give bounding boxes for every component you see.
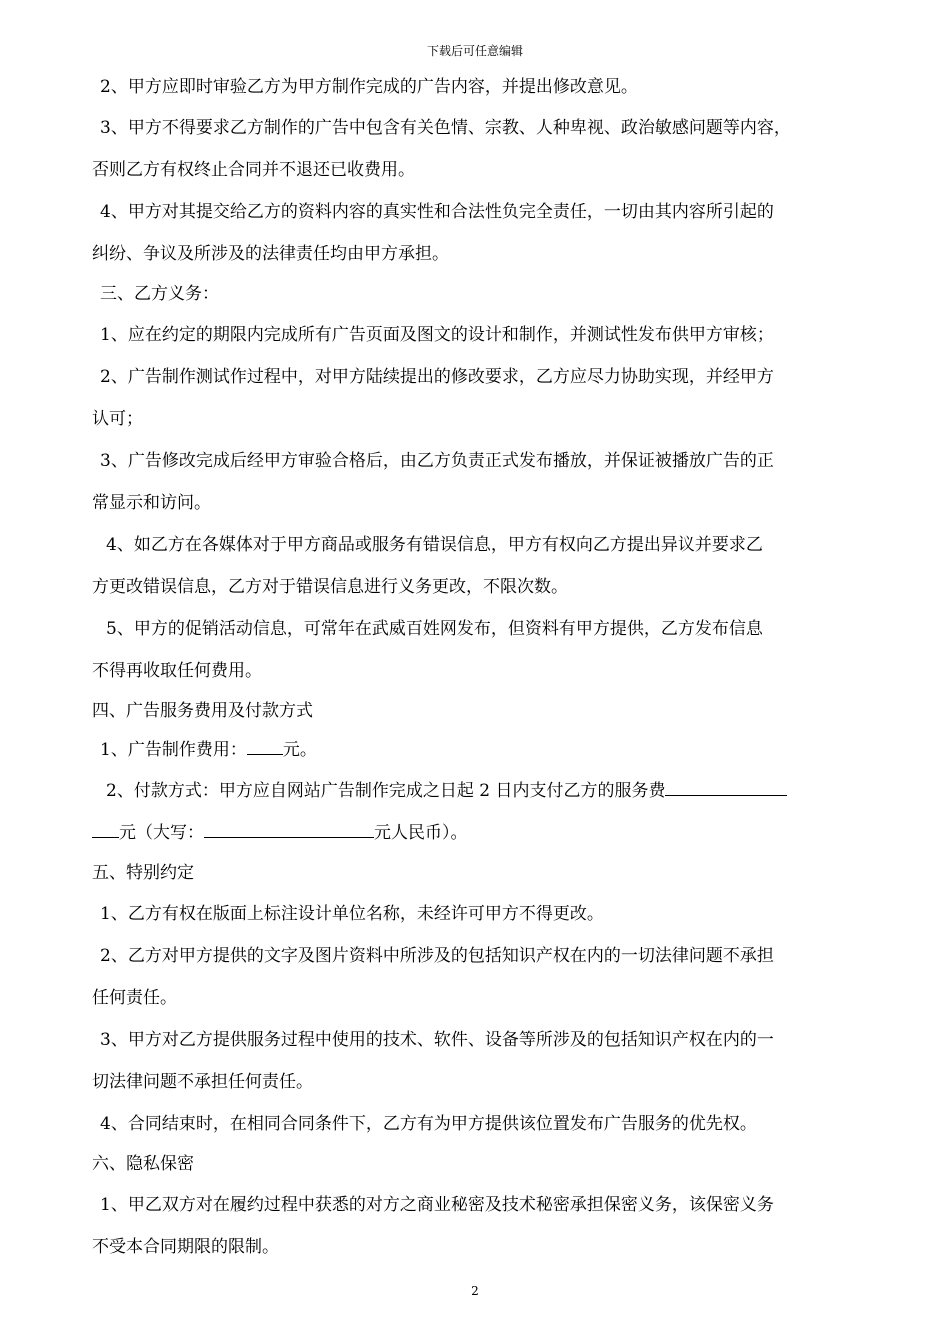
page-number: 2: [471, 1284, 479, 1298]
clause-5-2-cont: 任何责任。: [92, 988, 177, 1008]
clause-5-1: 1、乙方有权在版面上标注设计单位名称，未经许可甲方不得更改。: [100, 904, 604, 924]
document-body: [92, 68, 862, 1268]
section-3-heading: 三、乙方义务：: [100, 284, 219, 304]
section-6-heading: 六、隐私保密: [92, 1154, 194, 1174]
clause-4-2-cont: [92, 812, 862, 854]
clause-3-5-cont: 不得再收取任何费用。: [92, 661, 262, 681]
clause-4-1-label: 1、广告制作费用：: [100, 740, 247, 760]
section-5-heading: 五、特别约定: [92, 863, 194, 883]
clause-3-2: 2、广告制作测试作过程中，对甲方陆续提出的修改要求，乙方应尽力协助实现，并经甲方: [100, 367, 774, 387]
clause-4-2-text: 2、付款方式：甲方应自网站广告制作完成之日起 2 日内支付乙方的服务费: [106, 781, 666, 801]
section-4-heading: 四、广告服务费用及付款方式: [92, 701, 313, 721]
production-fee-blank: [247, 740, 283, 755]
clause-2-3-cont: 否则乙方有权终止合同并不退还已收费用。: [92, 160, 415, 180]
clause-3-3: 3、广告修改完成后经甲方审验合格后，由乙方负责正式发布播放，并保证被播放广告的正: [100, 451, 774, 471]
clause-2-2: 2、甲方应即时审验乙方为甲方制作完成的广告内容，并提出修改意见。: [100, 77, 638, 97]
clause-3-1: 1、应在约定的期限内完成所有广告页面及图文的设计和制作，并测试性发布供甲方审核；: [100, 325, 774, 345]
clause-4-1-unit: 元。: [282, 740, 317, 760]
clause-3-4-cont: 方更改错误信息，乙方对于错误信息进行义务更改，不限次数。: [92, 577, 568, 597]
clause-4-2: [92, 770, 862, 812]
clause-4-1: [92, 731, 862, 770]
service-fee-blank-cont: [92, 823, 119, 838]
clause-3-3-cont: 常显示和访问。: [92, 493, 211, 513]
clause-3-2-cont: 认可；: [92, 409, 143, 429]
clause-6-1: 1、甲乙双方对在履约过程中获悉的对方之商业秘密及技术秘密承担保密义务，该保密义务: [100, 1195, 774, 1215]
clause-6-1-cont: 不受本合同期限的限制。: [92, 1237, 279, 1257]
page-header: 下载后可任意编辑: [426, 44, 523, 58]
clause-2-4-cont: 纠纷、争议及所涉及的法律责任均由甲方承担。: [92, 244, 449, 264]
amount-in-words-blank: [204, 823, 374, 838]
clause-3-4: 4、如乙方在各媒体对于甲方商品或服务有错误信息，甲方有权向乙方提出异议并要求乙: [106, 535, 763, 555]
clause-4-2-amount-suffix: 元人民币）。: [374, 823, 468, 843]
clause-2-4: 4、甲方对其提交给乙方的资料内容的真实性和合法性负完全责任，一切由其内容所引起的: [100, 202, 774, 222]
clause-5-4: 4、合同结束时，在相同合同条件下，乙方有为甲方提供该位置发布广告服务的优先权。: [100, 1114, 757, 1134]
clause-2-3: 3、甲方不得要求乙方制作的广告中包含有关色情、宗教、人种卑视、政治敏感问题等内容，: [100, 118, 791, 138]
service-fee-blank: [665, 781, 787, 796]
clause-4-2-amount-label: 元（大写：: [119, 823, 204, 843]
clause-5-3-cont: 切法律问题不承担任何责任。: [92, 1072, 313, 1092]
clause-3-5: 5、甲方的促销活动信息，可常年在武威百姓网发布，但资料有甲方提供，乙方发布信息: [106, 619, 763, 639]
clause-5-3: 3、甲方对乙方提供服务过程中使用的技术、软件、设备等所涉及的包括知识产权在内的一: [100, 1030, 774, 1050]
clause-5-2: 2、乙方对甲方提供的文字及图片资料中所涉及的包括知识产权在内的一切法律问题不承担: [100, 946, 774, 966]
